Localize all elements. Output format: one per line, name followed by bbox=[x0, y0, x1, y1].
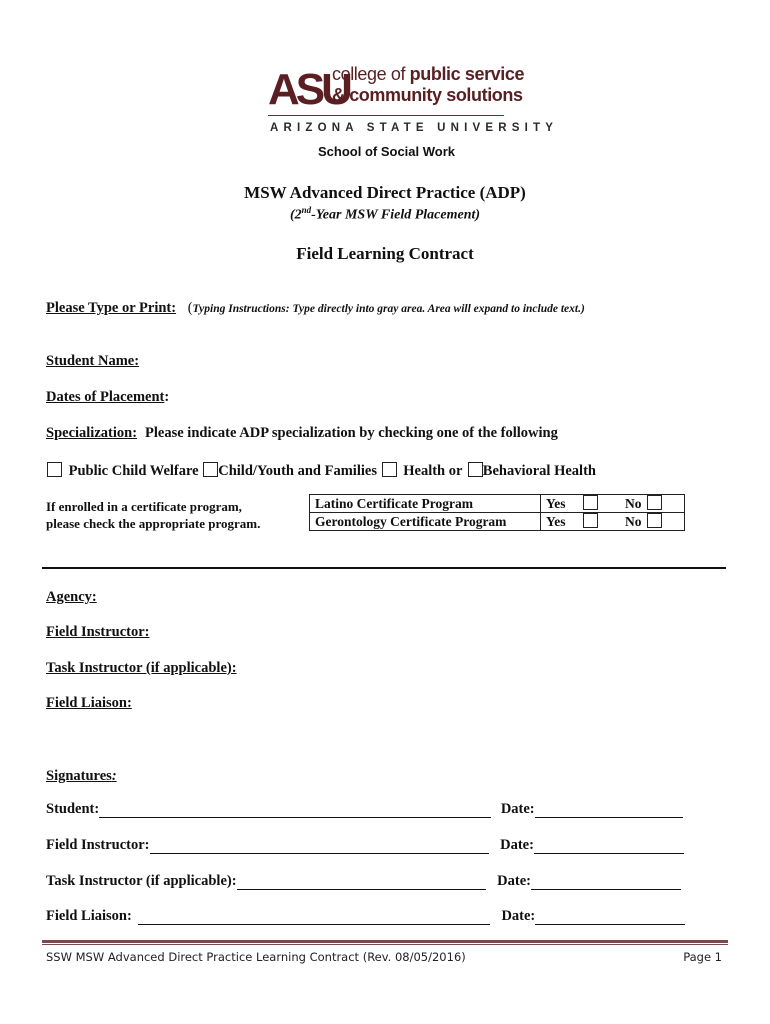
footer-rule-thin bbox=[42, 944, 728, 945]
college-prefix: college of bbox=[332, 64, 410, 84]
task-instructor-signature-label: Task Instructor (if applicable): bbox=[46, 873, 237, 889]
public-child-welfare-checkbox[interactable] bbox=[47, 462, 62, 477]
university-name: ARIZONA STATE UNIVERSITY bbox=[270, 122, 559, 134]
health-checkbox[interactable] bbox=[382, 462, 397, 477]
task-instructor-label: Task Instructor (if applicable): bbox=[46, 660, 237, 676]
field-instructor-signature-line[interactable] bbox=[150, 839, 489, 854]
specialization-instructions: Please indicate ADP specialization by checking one of the following bbox=[145, 425, 558, 441]
behavioral-health-label: Behavioral Health bbox=[482, 463, 596, 479]
task-instructor-date-line[interactable] bbox=[531, 875, 681, 890]
field-liaison-signature-row bbox=[46, 908, 685, 925]
logo-mark-text: ASU bbox=[268, 65, 349, 114]
instructions-row: Please Type or Print: (Typing Instructions: Type directly into gray area. Area will expand to include text.) bbox=[46, 300, 585, 316]
footer-page-number: Page 1 bbox=[683, 950, 722, 964]
student-date-line[interactable] bbox=[535, 803, 683, 818]
certificate-table bbox=[309, 494, 685, 531]
field-liaison-signature-label: Field Liaison: bbox=[46, 908, 132, 924]
public-child-welfare-label: Public Child Welfare bbox=[68, 463, 199, 479]
behavioral-health-checkbox[interactable] bbox=[468, 462, 483, 477]
school-name: School of Social Work bbox=[318, 144, 456, 159]
yes-cell: Yes bbox=[541, 513, 612, 531]
logo-divider bbox=[268, 115, 504, 116]
college-name-line1 bbox=[332, 64, 524, 84]
date-label: Date: bbox=[501, 908, 536, 924]
student-signature-row bbox=[46, 801, 683, 818]
table-row bbox=[310, 495, 685, 513]
date-label: Date: bbox=[500, 801, 535, 817]
child-youth-families-checkbox[interactable] bbox=[203, 462, 218, 477]
task-instructor-signature-row bbox=[46, 873, 681, 890]
no-cell: No bbox=[611, 513, 685, 531]
task-instructor-signature-line[interactable] bbox=[237, 875, 486, 890]
gerontology-yes-checkbox[interactable] bbox=[583, 513, 598, 528]
asu-logo-mark bbox=[268, 65, 349, 114]
program-cell: Latino Certificate Program bbox=[310, 495, 541, 513]
yes-cell: Yes bbox=[541, 495, 612, 513]
contract-title: Field Learning Contract bbox=[296, 244, 474, 263]
date-label: Date: bbox=[500, 837, 534, 853]
agency-label: Agency: bbox=[46, 589, 97, 605]
gerontology-no-checkbox[interactable] bbox=[647, 513, 662, 528]
student-name-label: Student Name: bbox=[46, 353, 140, 369]
field-instructor-date-line[interactable] bbox=[534, 839, 684, 854]
latino-no-checkbox[interactable] bbox=[647, 495, 662, 510]
specialization-row bbox=[46, 424, 558, 442]
student-signature-line[interactable] bbox=[99, 803, 491, 818]
dates-of-placement-row: Dates of Placement: bbox=[46, 389, 170, 405]
signatures-heading: Signatures: bbox=[46, 768, 117, 784]
dates-label: Dates of Placement bbox=[46, 389, 165, 405]
college-public-service: public service bbox=[409, 64, 525, 84]
field-liaison-signature-line[interactable] bbox=[138, 910, 490, 925]
program-cell: Gerontology Certificate Program bbox=[310, 513, 541, 531]
footer-document-title: SSW MSW Advanced Direct Practice Learning Contract (Rev. 08/05/2016) bbox=[46, 950, 466, 964]
document-subtitle: (2nd-Year MSW Field Placement) bbox=[289, 205, 481, 223]
section-divider bbox=[42, 567, 726, 569]
date-label: Date: bbox=[497, 873, 531, 889]
document-title: MSW Advanced Direct Practice (ADP) bbox=[244, 183, 526, 202]
health-label: Health or bbox=[403, 463, 463, 479]
field-instructor-label: Field Instructor: bbox=[46, 624, 150, 640]
child-youth-families-label: Child/Youth and Families bbox=[218, 463, 377, 479]
specialization-options bbox=[47, 462, 596, 480]
field-liaison-date-line[interactable] bbox=[535, 910, 685, 925]
typing-instructions: Typing Instructions: Type directly into gray area. Area will expand to include text.) bbox=[192, 303, 585, 315]
table-row bbox=[310, 513, 685, 531]
please-type-label: Please Type or Print: bbox=[46, 300, 177, 316]
student-signature-label: Student: bbox=[46, 801, 100, 817]
field-instructor-signature-row bbox=[46, 837, 684, 854]
specialization-label: Specialization: bbox=[46, 425, 138, 441]
footer-rule bbox=[42, 940, 728, 943]
field-instructor-signature-label: Field Instructor: bbox=[46, 837, 150, 853]
no-cell: No bbox=[611, 495, 685, 513]
latino-yes-checkbox[interactable] bbox=[583, 495, 598, 510]
college-name-line2: & community solutions bbox=[332, 85, 523, 105]
field-liaison-label: Field Liaison: bbox=[46, 695, 132, 711]
certificate-note: If enrolled in a certificate program, please check the appropriate program. bbox=[46, 499, 261, 531]
